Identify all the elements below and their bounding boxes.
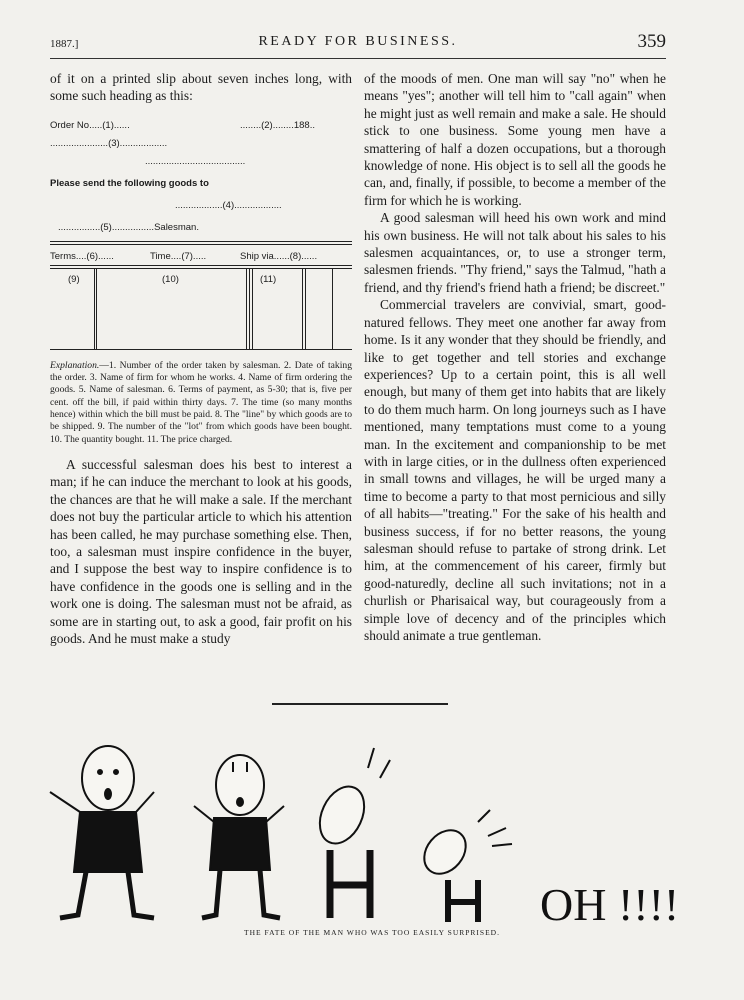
header-year: 1887.]	[50, 38, 79, 50]
left-column	[50, 70, 352, 647]
grid-line	[332, 269, 333, 349]
col9-label: (9)	[68, 273, 80, 285]
firm-field: ......................(3)..................	[50, 137, 168, 149]
order-form	[50, 113, 352, 350]
grid-line	[96, 269, 97, 349]
form-line-dots	[50, 157, 352, 173]
explanation-label: Explanation.	[50, 359, 100, 371]
form-rule	[50, 241, 352, 242]
grid-line	[305, 269, 306, 349]
running-header	[50, 30, 666, 59]
cartoon-illustration	[30, 740, 720, 930]
dotted-line: ......................................	[145, 155, 246, 167]
figure-one	[50, 746, 154, 918]
figure-two	[194, 755, 284, 918]
salesman-field: ................(5)................Salesman.	[58, 221, 199, 233]
explanation-text: —1. Number of the order taken by salesman. 2. Date of taking the order. 3. Name of firm for whom he works. 4. Name of firm ordering the goods. 5. Name of salesman. 6. Terms of payment, as 5-30; that is, five per cent. off the bill, if paid within thirty days. 7. The time (so many months hence) within which the bill must be paid. 8. The "line" by which goods are to be shipped. 9. The number of the "lot" from which goods have been bought. 10. The quantity bought. 11. The price charged.	[50, 359, 352, 445]
right-paragraph-2: A good salesman will heed his own work and mind his own business. He will not talk about his sales to his salesmen acquaintances, or, to use a stronger term, salesmen friends. "Thy friend," says the Talmud, "hath a friend, and thy friend's friend hath a friend; be discreet."	[364, 210, 666, 295]
please-send-label: Please send the following goods to	[50, 177, 209, 189]
grid-line	[252, 269, 253, 349]
left-paragraph: A successful salesman does his best to interest a man; if he can induce the merchant to look at his goods, the chances are that he will make a sale. If the merchant does not buy the particular article to which his attention has been called, he may purchase something else. Then, too, a salesman must inspire confidence in the buyer, and I suppose the best way to inspire confidence is to have confidence in the goods one is selling and in the work one is doing. The salesman must not be afraid, as some are in starting out, to ask a good, fair profit on his goods. And he must make a study	[50, 456, 352, 646]
grid-line	[94, 269, 95, 349]
figure-h-one	[311, 748, 390, 918]
time-field: Time....(7).....	[150, 250, 207, 262]
section-divider	[272, 703, 448, 705]
form-terms-row	[50, 245, 352, 263]
grid-line	[249, 269, 250, 349]
form-line-4	[50, 195, 352, 217]
right-paragraph-1: of the moods of men. One man will say "no" when he means "yes"; another will tell him to "call again" when he might just as well remain and make a sale. He should stick to one business. Some young men have a smattering of half a dozen occupations, but a thorough knowledge of none. His object is to sell all the goods he can, and, finally, if possible, to become a member of the firm for which he is working.	[364, 71, 666, 208]
grid-line	[302, 269, 303, 349]
order-no-field: Order No.....(1)......	[50, 119, 130, 131]
header-title: READY FOR BUSINESS.	[258, 34, 458, 49]
right-column	[364, 70, 666, 644]
right-paragraph-3: Commercial travelers are convivial, smart, good-natured fellows. They meet one another far away from home. Is it any wonder that they should be friendly, and like to get together and tell stories and exchange experiences? Up to a certain point, this is all well enough, but many of them get into habits that are likely to do them much harm. On long journeys such as I have mentioned, many temptations must come to a young man. In the excitement and companionship to be met with in large cities, or in the dullness often experienced in small towns and villages, he will be urged many a time to become a party to that most pernicious and silly of all habits—"treating." For the sake of his health and business success, if for no better reasons, the young salesman should refuse to partake of strong drink. Let him, at the commencement of his career, firmly but good-naturedly, decline all such invitations; not in a churlish or Pharisaical way, but courageously from a simple love of decency and of the principles which should animate a true gentleman.	[364, 297, 666, 643]
grid-line	[246, 269, 247, 349]
oh-text: OH !!!!	[540, 879, 680, 930]
cartoon-caption: THE FATE OF THE MAN WHO WAS TOO EASILY SURPRISED.	[244, 928, 500, 937]
form-grid	[50, 269, 352, 350]
figure-h-two	[416, 810, 512, 922]
form-line-5	[50, 217, 352, 239]
terms-field: Terms....(6)......	[50, 250, 114, 262]
explanation	[50, 360, 352, 446]
form-line-order	[50, 113, 352, 135]
col10-label: (10)	[162, 273, 179, 285]
form-line-please	[50, 173, 352, 195]
col11-label: (11)	[260, 273, 277, 285]
page-number: 359	[637, 31, 666, 52]
date-field: ........(2)........188..	[240, 119, 315, 131]
ordering-firm-field: ..................(4)..................	[175, 199, 282, 211]
ship-via-field: Ship via......(8)......	[240, 250, 318, 262]
intro-text: of it on a printed slip about seven inches long, with some such heading as this:	[50, 71, 352, 104]
